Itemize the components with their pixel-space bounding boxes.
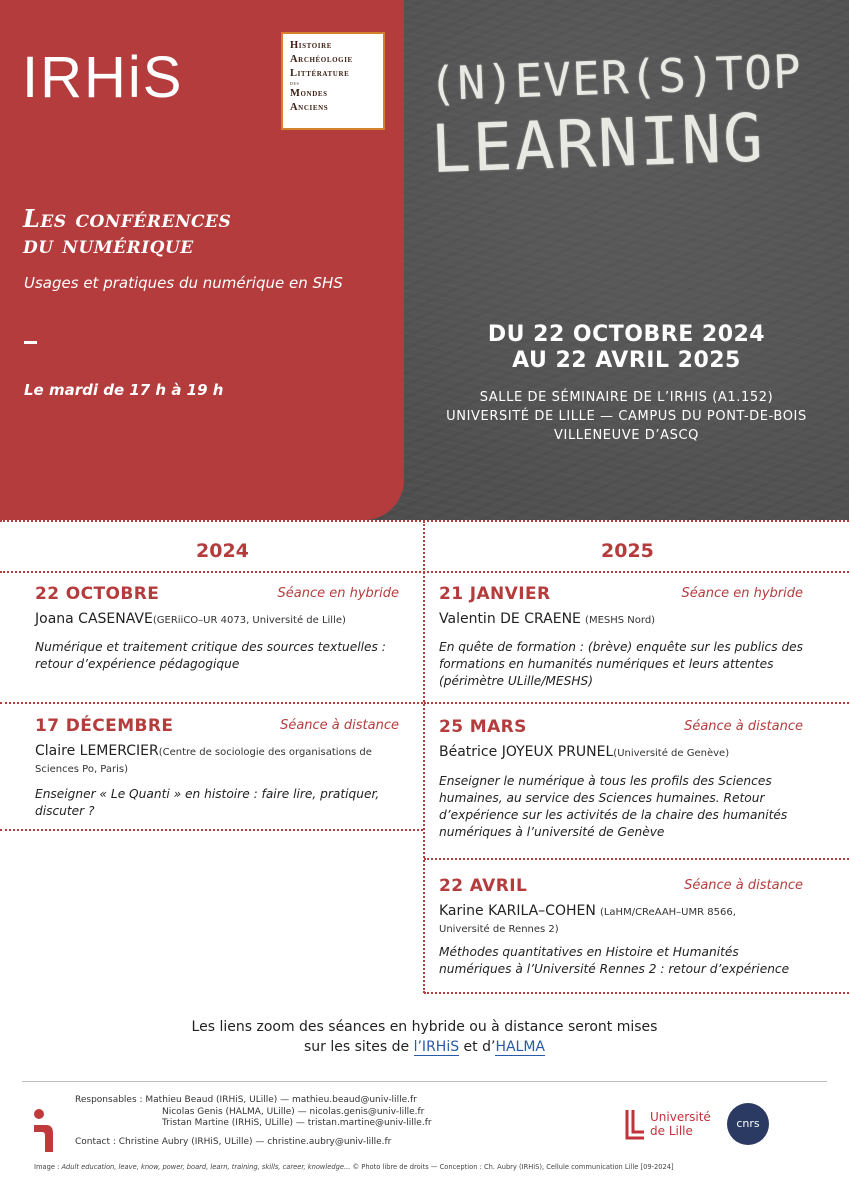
zoom-links-note [0, 1017, 849, 1057]
session-divider [424, 858, 849, 860]
session-date: 22 OCTOBRE [35, 584, 160, 604]
session-card [439, 876, 803, 986]
speaker-name: Valentin DE CRAENE [439, 611, 581, 627]
year-2024-heading: 2024 [196, 540, 249, 562]
speaker-affiliation: (Université de Genève) [613, 748, 730, 759]
session-speaker [439, 744, 729, 762]
halma-site-link[interactable]: HALMA [495, 1039, 545, 1055]
speaker-name: Karine KARILA–COHEN [439, 903, 596, 919]
session-title: En quête de formation : (brève) enquête sur les publics des formations en humanités numériques et leurs attentes (périmètre ULille/MESHS) [439, 640, 804, 688]
session-title: Enseigner « Le Quanti » en histoire : faire lire, pratiquer, discuter ? [35, 787, 380, 818]
speaker-name: Claire LEMERCIER [35, 743, 159, 759]
year-row-divider [0, 571, 849, 573]
ulille-line2: de Lille [650, 1124, 693, 1138]
halma-logo-line: Anciens [290, 102, 329, 113]
irhis-logo: IRHiS [22, 45, 184, 110]
responsable-entry: Mathieu Beaud (IRHiS, ULille) — mathieu.beaud@univ-lille.fr [145, 1095, 417, 1105]
session-speaker [35, 611, 346, 629]
venue [404, 388, 849, 445]
session-date: 17 DÉCEMBRE [35, 716, 174, 736]
year-2025-heading: 2025 [601, 540, 654, 562]
cnrs-logo: cnrs [727, 1103, 769, 1145]
session-date: 22 AVRIL [439, 876, 528, 896]
credit-rest: © Photo libre de droits — Conception : Ch. Aubry (IRHiS), Cellule communication Lille [09-2024] [350, 1163, 674, 1171]
speaker-affiliation: (Centre de sociologie des organisations de Sciences Po, Paris) [35, 747, 372, 775]
speaker-affiliation: (MESHS Nord) [585, 615, 656, 626]
session-title: Numérique et traitement critique des sources textuelles : retour d’expérience pédagogique [35, 640, 386, 671]
chalk-slogan-line2: LEARNING [429, 99, 767, 189]
program-bottom-divider [424, 992, 849, 994]
venue-line2: UNIVERSITÉ DE LILLE — CAMPUS DU PONT-DE-BOIS [446, 409, 807, 424]
session-date: 25 MARS [439, 717, 527, 737]
session-title: Enseigner le numérique à tous les profils des Sciences humaines, au service des Sciences humaines. Retour d’expérience sur les activités de la chaire des humanités numériques à l’université de Genève [439, 774, 788, 839]
halma-logo-line: Mondes [290, 88, 328, 99]
dates-block [404, 322, 849, 445]
credit-prefix: Image : [34, 1163, 62, 1171]
session-speaker [439, 611, 655, 629]
irhis-mark-icon [32, 1108, 54, 1154]
speaker-affiliation: (GERiiCO–UR 4073, Université de Lille) [152, 615, 346, 626]
image-credit [34, 1163, 674, 1171]
halma-logo [281, 32, 385, 130]
responsable-row [75, 1095, 432, 1107]
irhis-site-link[interactable]: l’IRHiS [413, 1039, 460, 1055]
halma-logo-line: des [290, 81, 300, 87]
series-title-line1: Les conférences [23, 204, 232, 233]
session-card [439, 717, 803, 847]
session-mode: Séance à distance [684, 719, 803, 734]
speaker-affiliation: (LaHM/CReAAH–UMR 8566, Université de Rennes 2) [439, 907, 736, 935]
session-title: Méthodes quantitatives en Histoire et Humanités numériques à l’Université Rennes 2 : retour d’expérience [439, 945, 790, 976]
session-divider [424, 702, 849, 704]
contacts-block [75, 1095, 432, 1148]
universite-de-lille-logo [624, 1108, 724, 1144]
session-divider [0, 829, 423, 831]
date-range-line1: DU 22 OCTOBRE 2024 [487, 322, 766, 347]
ulille-glyph-icon [624, 1110, 646, 1142]
session-divider [0, 702, 423, 704]
program-column-divider [423, 521, 425, 993]
zoom-note-prefix: sur les sites de [303, 1039, 414, 1055]
red-title-panel [0, 0, 404, 520]
series-subtitle: Usages et pratiques du numérique en SHS [24, 274, 343, 292]
responsable-row: Tristan Martine (IRHiS, ULille) — tristan.martine@univ-lille.fr [162, 1118, 432, 1128]
footer-divider [22, 1081, 827, 1082]
zoom-note-mid: et d’ [459, 1039, 496, 1055]
speaker-name: Joana CASENAVE [35, 611, 153, 627]
session-mode: Séance à distance [280, 718, 399, 733]
series-title [23, 206, 231, 258]
session-date: 21 JANVIER [439, 584, 551, 604]
venue-line3: VILLENEUVE D’ASCQ [554, 428, 699, 443]
chalk-slogan [428, 45, 842, 187]
ulille-line1: Université [650, 1110, 711, 1124]
series-title-line2: du numérique [23, 230, 194, 259]
ulille-wordmark [650, 1110, 711, 1138]
date-range-line2: AU 22 AVRIL 2025 [512, 348, 741, 373]
session-card [439, 584, 803, 694]
responsable-row: Nicolas Genis (HALMA, ULille) — nicolas.genis@univ-lille.fr [162, 1106, 425, 1117]
halma-logo-line: Histoire [290, 40, 333, 51]
session-mode: Séance en hybride [681, 586, 803, 601]
header-banner [0, 0, 849, 520]
responsables-label: Responsables : [75, 1095, 146, 1105]
schedule-text: Le mardi de 17 h à 19 h [24, 381, 224, 399]
divider-dash [24, 341, 37, 344]
session-mode: Séance en hybride [277, 586, 399, 601]
contact-row: Contact : Christine Aubry (IRHiS, ULille) — christine.aubry@univ-lille.fr [75, 1136, 392, 1147]
session-mode: Séance à distance [684, 878, 803, 893]
speaker-name: Béatrice JOYEUX PRUNEL [439, 744, 614, 760]
halma-logo-line: Archéologie [290, 54, 353, 65]
zoom-note-line2 [0, 1037, 849, 1057]
session-card [35, 584, 399, 694]
chalk-slogan-line1: (N)EVER(S)TOP [427, 44, 803, 112]
session-speaker [35, 743, 399, 778]
session-speaker [439, 903, 779, 938]
session-card [35, 716, 399, 826]
date-range [404, 322, 849, 374]
venue-line1: SALLE DE SÉMINAIRE DE L’IRHIS (A1.152) [479, 390, 774, 405]
zoom-note-line1: Les liens zoom des séances en hybride ou à distance seront mises [191, 1019, 658, 1035]
credit-keywords: Adult education, leave, know, power, board, learn, training, skills, career, knowledge... [61, 1163, 351, 1171]
halma-logo-line: Littérature [290, 68, 350, 79]
